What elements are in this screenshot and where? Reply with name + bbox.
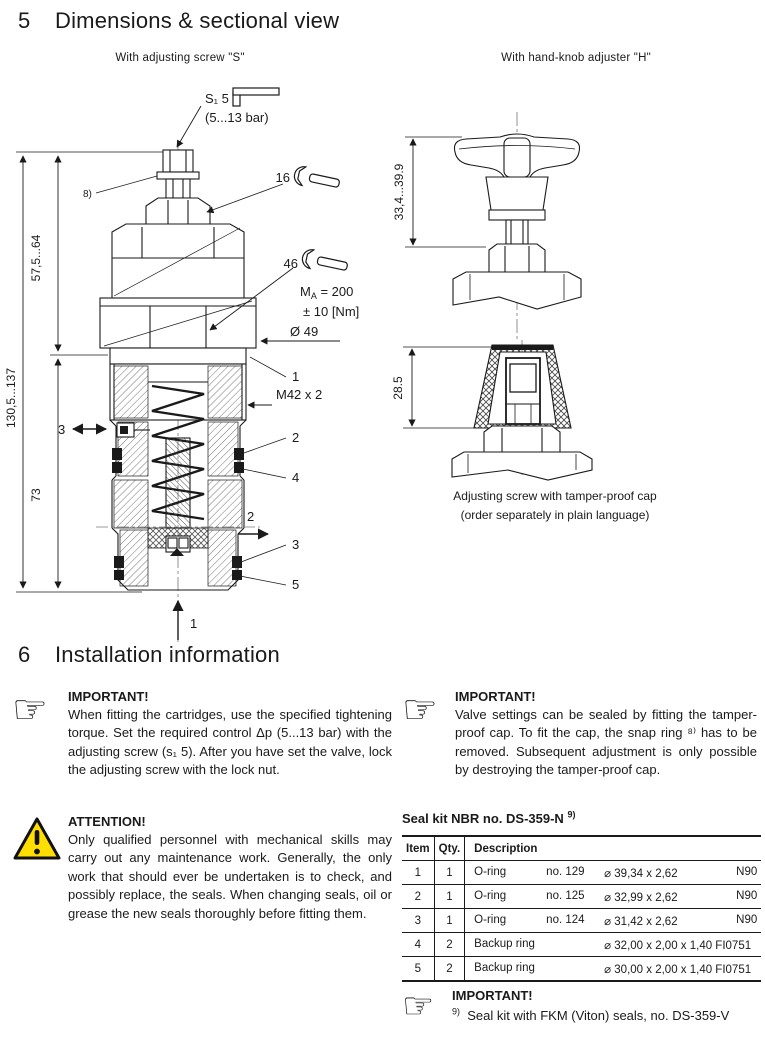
- cap-caption-line1: Adjusting screw with tamper-proof cap: [453, 489, 657, 503]
- cell-description: [465, 909, 762, 933]
- desc-name: Backup ring: [474, 961, 535, 974]
- section6-number: 6: [18, 642, 31, 667]
- wrench-16-icon: [293, 165, 341, 193]
- wrench-size-46: 46: [283, 256, 298, 271]
- cell-item: 3: [402, 909, 434, 933]
- attention-body: Only qualified personnel with mechanical skills may carry out any maintenance work. Generally, the only work that should ever be undertaken is to check, and possibly replace, the seals. When changing seals, oil or grease the new seals thoroughly before fitting them.: [68, 832, 392, 921]
- desc-material: N90: [736, 865, 758, 878]
- desc-size: ⌀ 30,00 x 2,00 x 1,40 FI0751: [604, 963, 752, 976]
- sectional-view-drawing: [0, 85, 380, 650]
- callout-1: 1: [292, 369, 300, 384]
- desc-no: no. 129: [546, 865, 585, 878]
- footnote-9: [452, 1008, 729, 1023]
- pointing-hand-icon: ☞: [402, 985, 435, 1026]
- adjusting-screw-label: S₁ 5: [205, 91, 229, 106]
- pressure-range-label: (5...13 bar): [205, 110, 269, 125]
- table-row: [402, 933, 761, 957]
- flow-label-2: 2: [247, 509, 255, 524]
- snap-ring: [157, 172, 199, 179]
- dim-total-label: 130,5...137: [4, 367, 18, 429]
- tamper-cap-drawing: [385, 338, 695, 485]
- cell-description: [465, 933, 762, 957]
- torque-label: [300, 284, 353, 301]
- desc-no: [546, 962, 604, 976]
- cell-item: 5: [402, 957, 434, 982]
- cell-item: 4: [402, 933, 434, 957]
- cell-qty: 1: [434, 909, 465, 933]
- seal-kit-title-text: Seal kit NBR no. DS-359-N: [402, 811, 564, 826]
- desc-size: ⌀ 32,00 x 2,00 x 1,40 FI0751: [604, 939, 752, 952]
- col-header-item: Item: [402, 836, 434, 861]
- seal-kit-title-sup: 9): [567, 809, 576, 820]
- cell-qty: 1: [434, 861, 465, 885]
- section5-title: Dimensions & sectional view: [55, 8, 340, 33]
- warning-triangle-icon: [12, 816, 62, 862]
- important-right-body: Valve settings can be sealed by fitting the tamper-proof cap. To fit the cap, the snap ring ⁸⁾ has to be removed. Subsequent adjustment is only possible by destroying the tamper-proof cap.: [455, 707, 757, 778]
- table-row: [402, 957, 761, 982]
- lock-nut: [146, 198, 210, 224]
- torque-m: M: [300, 284, 311, 299]
- attention-title: ATTENTION!: [68, 814, 146, 829]
- seal-kit-table: [402, 835, 761, 982]
- left-view-header: With adjusting screw "S": [115, 52, 245, 64]
- callout-4: 4: [292, 470, 300, 485]
- wrench-size-16: 16: [275, 170, 290, 185]
- dim-cap-label: 28.5: [391, 376, 405, 400]
- piston: [166, 438, 190, 528]
- desc-name: O-ring: [474, 889, 507, 902]
- cap-caption-line2: (order separately in plain language): [460, 507, 650, 522]
- cell-description: [465, 885, 762, 909]
- callout-3: 3: [292, 537, 300, 552]
- table-row: [402, 909, 761, 933]
- desc-no: no. 124: [546, 913, 585, 926]
- important-left-title: IMPORTANT!: [68, 689, 149, 704]
- desc-size: ⌀ 39,34 x 2,62: [604, 867, 678, 880]
- cell-qty: 2: [434, 933, 465, 957]
- desc-name: O-ring: [474, 913, 507, 926]
- torque-tolerance: ± 10 [Nm]: [303, 304, 360, 319]
- desc-material: N90: [736, 913, 758, 926]
- desc-name: Backup ring: [474, 937, 535, 950]
- section5-number: 5: [18, 8, 31, 33]
- diameter-49-label: Ø 49: [290, 324, 319, 339]
- cell-description: [465, 861, 762, 885]
- cell-item: 1: [402, 861, 434, 885]
- desc-material: N90: [736, 889, 758, 902]
- dim-knob-label: 33,4...39.9: [392, 163, 406, 221]
- cell-qty: 1: [434, 885, 465, 909]
- table-row: [402, 861, 761, 885]
- valve-hex-body: [112, 224, 244, 298]
- cell-qty: 2: [434, 957, 465, 982]
- important-bottom-title: IMPORTANT!: [452, 988, 533, 1003]
- col-header-qty: Qty.: [434, 836, 465, 861]
- port-label-3: 3: [58, 422, 66, 437]
- footnote-9-text: Seal kit with FKM (Viton) seals, no. DS-359-V: [467, 1008, 730, 1023]
- table-header-row: [402, 836, 761, 861]
- footnote8-ref: 8): [83, 189, 92, 200]
- thread-label: M42 x 2: [276, 387, 323, 402]
- desc-no: no. 125: [546, 889, 585, 902]
- right-view-header: With hand-knob adjuster "H": [501, 52, 651, 64]
- important-right-title: IMPORTANT!: [455, 689, 536, 704]
- port-label-1: 1: [190, 616, 198, 631]
- dim-upper-label: 57,5...64: [29, 234, 43, 282]
- desc-size: ⌀ 32,99 x 2,62: [604, 891, 678, 904]
- pointing-hand-icon: ☞: [12, 688, 48, 732]
- hand-knob: [454, 134, 579, 177]
- allen-key-icon: [233, 88, 279, 106]
- torque-rest: = 200: [316, 284, 354, 299]
- callout-5: 5: [292, 577, 300, 592]
- cell-description: [465, 957, 762, 982]
- table-row: [402, 885, 761, 909]
- desc-size: ⌀ 31,42 x 2,62: [604, 915, 678, 928]
- cell-item: 2: [402, 885, 434, 909]
- section6-heading: [18, 642, 280, 668]
- cap-caption: [395, 487, 715, 524]
- desc-name: O-ring: [474, 865, 507, 878]
- desc-no: [546, 938, 604, 952]
- dim-lower-label: 73: [29, 488, 43, 502]
- seal-kit-title: [402, 811, 575, 826]
- col-header-description: Description: [465, 836, 762, 861]
- wrench-46-icon: [301, 248, 349, 276]
- important-left-body: When fitting the cartridges, use the specified tightening torque. Set the required control Δp (5...13 bar) with the adjusting screw (s₁ 5). After you have set the valve, lock the adjusting screw with the lock nut.: [68, 707, 392, 778]
- section6-title: Installation information: [55, 642, 280, 667]
- callout-2: 2: [292, 430, 300, 445]
- footnote-9-ref: 9): [452, 1006, 461, 1017]
- torque-sub: A: [310, 291, 317, 301]
- hand-knob-drawing: [385, 105, 695, 350]
- pointing-hand-icon: ☞: [402, 688, 438, 732]
- section5-heading: [18, 8, 339, 34]
